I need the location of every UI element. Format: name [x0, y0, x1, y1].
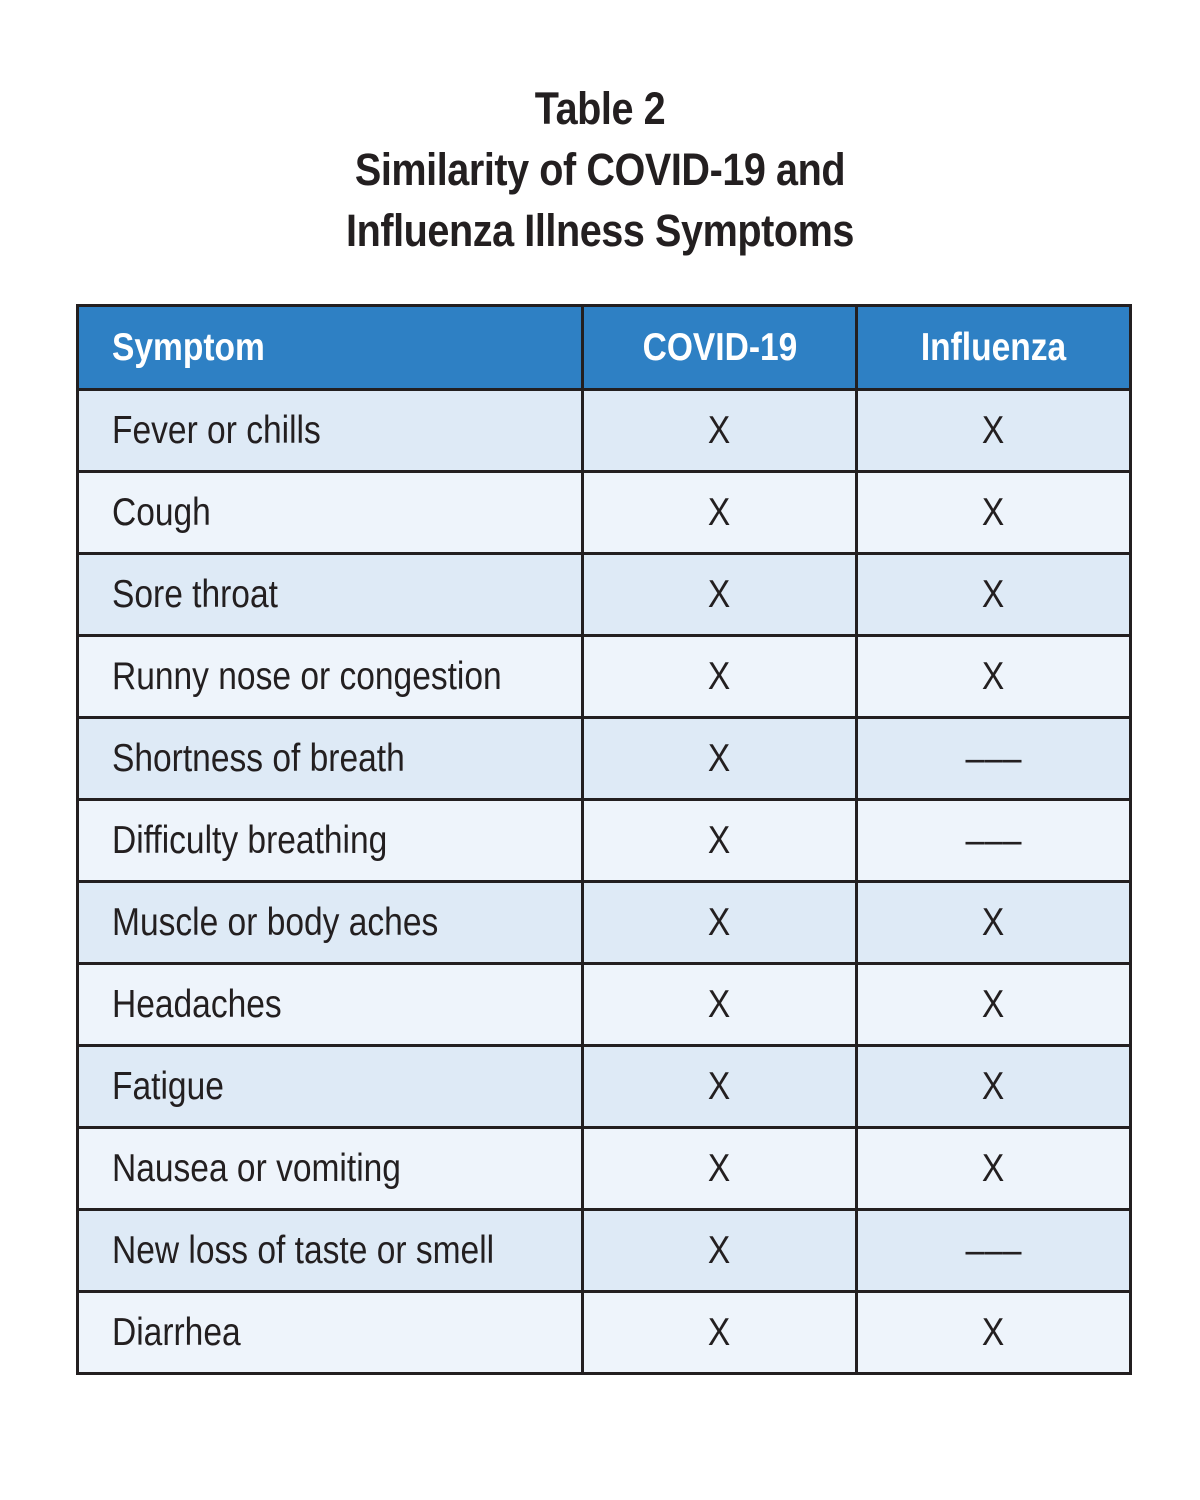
symptom-cell [78, 1046, 583, 1128]
covid-cell [583, 1292, 857, 1374]
table-number: Table 2 [534, 83, 666, 134]
covid-mark: X [708, 818, 731, 862]
symptom-cell [78, 882, 583, 964]
symptom-name: New loss of taste or smell [112, 1228, 495, 1272]
header-influenza-label: Influenza [920, 325, 1067, 369]
covid-cell [583, 390, 857, 472]
covid-mark: X [708, 900, 731, 944]
influenza-mark: X [982, 654, 1005, 698]
covid-mark: X [708, 1228, 731, 1272]
covid-cell [583, 1046, 857, 1128]
covid-mark: X [708, 1310, 731, 1354]
covid-cell [583, 1128, 857, 1210]
table-row [78, 800, 1131, 882]
covid-cell [583, 636, 857, 718]
header-influenza [857, 306, 1131, 390]
influenza-cell [857, 1128, 1131, 1210]
covid-mark: X [708, 654, 731, 698]
symptom-name: Sore throat [112, 572, 278, 616]
table-row [78, 390, 1131, 472]
covid-mark: X [708, 982, 731, 1026]
table-body [78, 390, 1131, 1374]
table-row [78, 718, 1131, 800]
symptom-name: Shortness of breath [112, 736, 405, 780]
influenza-mark: ––– [965, 1228, 1022, 1272]
influenza-cell [857, 1292, 1131, 1374]
table-row [78, 882, 1131, 964]
influenza-mark: X [982, 1064, 1005, 1108]
symptom-cell [78, 636, 583, 718]
influenza-mark: X [982, 1146, 1005, 1190]
covid-cell [583, 1210, 857, 1292]
table-row [78, 964, 1131, 1046]
influenza-cell [857, 390, 1131, 472]
header-symptom-label: Symptom [112, 325, 265, 369]
symptom-cell [78, 554, 583, 636]
symptom-name: Fatigue [112, 1064, 224, 1108]
table-row [78, 1292, 1131, 1374]
covid-mark: X [708, 572, 731, 616]
symptom-name: Nausea or vomiting [112, 1146, 401, 1190]
influenza-mark: X [982, 982, 1005, 1026]
symptom-comparison-table [76, 304, 1132, 1375]
table-row [78, 554, 1131, 636]
influenza-mark: X [982, 490, 1005, 534]
table-row [78, 1046, 1131, 1128]
covid-mark: X [708, 1064, 731, 1108]
covid-cell [583, 718, 857, 800]
influenza-cell [857, 964, 1131, 1046]
symptom-name: Cough [112, 490, 211, 534]
influenza-mark: X [982, 572, 1005, 616]
table-row [78, 636, 1131, 718]
influenza-mark: ––– [965, 818, 1022, 862]
table-header-row [78, 306, 1131, 390]
covid-cell [583, 964, 857, 1046]
covid-mark: X [708, 736, 731, 780]
covid-cell [583, 472, 857, 554]
symptom-name: Diarrhea [112, 1310, 241, 1354]
symptom-cell [78, 1210, 583, 1292]
covid-mark: X [708, 408, 731, 452]
influenza-mark: X [982, 900, 1005, 944]
influenza-cell [857, 882, 1131, 964]
symptom-cell [78, 472, 583, 554]
table-row [78, 472, 1131, 554]
symptom-cell [78, 718, 583, 800]
table-row [78, 1128, 1131, 1210]
influenza-cell [857, 1210, 1131, 1292]
symptom-name: Fever or chills [112, 408, 321, 452]
symptom-name: Difficulty breathing [112, 818, 388, 862]
table-title [0, 78, 1200, 261]
symptom-cell [78, 390, 583, 472]
symptom-cell [78, 964, 583, 1046]
influenza-mark: X [982, 1310, 1005, 1354]
symptom-name: Headaches [112, 982, 282, 1026]
covid-cell [583, 800, 857, 882]
influenza-mark: X [982, 408, 1005, 452]
header-symptom [78, 306, 583, 390]
symptom-cell [78, 1292, 583, 1374]
influenza-cell [857, 554, 1131, 636]
table-caption-line-1: Similarity of COVID-19 and [354, 144, 846, 195]
influenza-cell [857, 1046, 1131, 1128]
header-covid-label: COVID-19 [642, 325, 797, 369]
covid-mark: X [708, 1146, 731, 1190]
covid-mark: X [708, 490, 731, 534]
symptom-name: Runny nose or congestion [112, 654, 502, 698]
influenza-cell [857, 636, 1131, 718]
symptom-cell [78, 1128, 583, 1210]
influenza-cell [857, 472, 1131, 554]
covid-cell [583, 554, 857, 636]
table-row [78, 1210, 1131, 1292]
covid-cell [583, 882, 857, 964]
header-covid [583, 306, 857, 390]
symptom-name: Muscle or body aches [112, 900, 439, 944]
table-caption-line-2: Influenza Illness Symptoms [346, 205, 854, 256]
influenza-mark: ––– [965, 736, 1022, 780]
influenza-cell [857, 800, 1131, 882]
influenza-cell [857, 718, 1131, 800]
symptom-cell [78, 800, 583, 882]
